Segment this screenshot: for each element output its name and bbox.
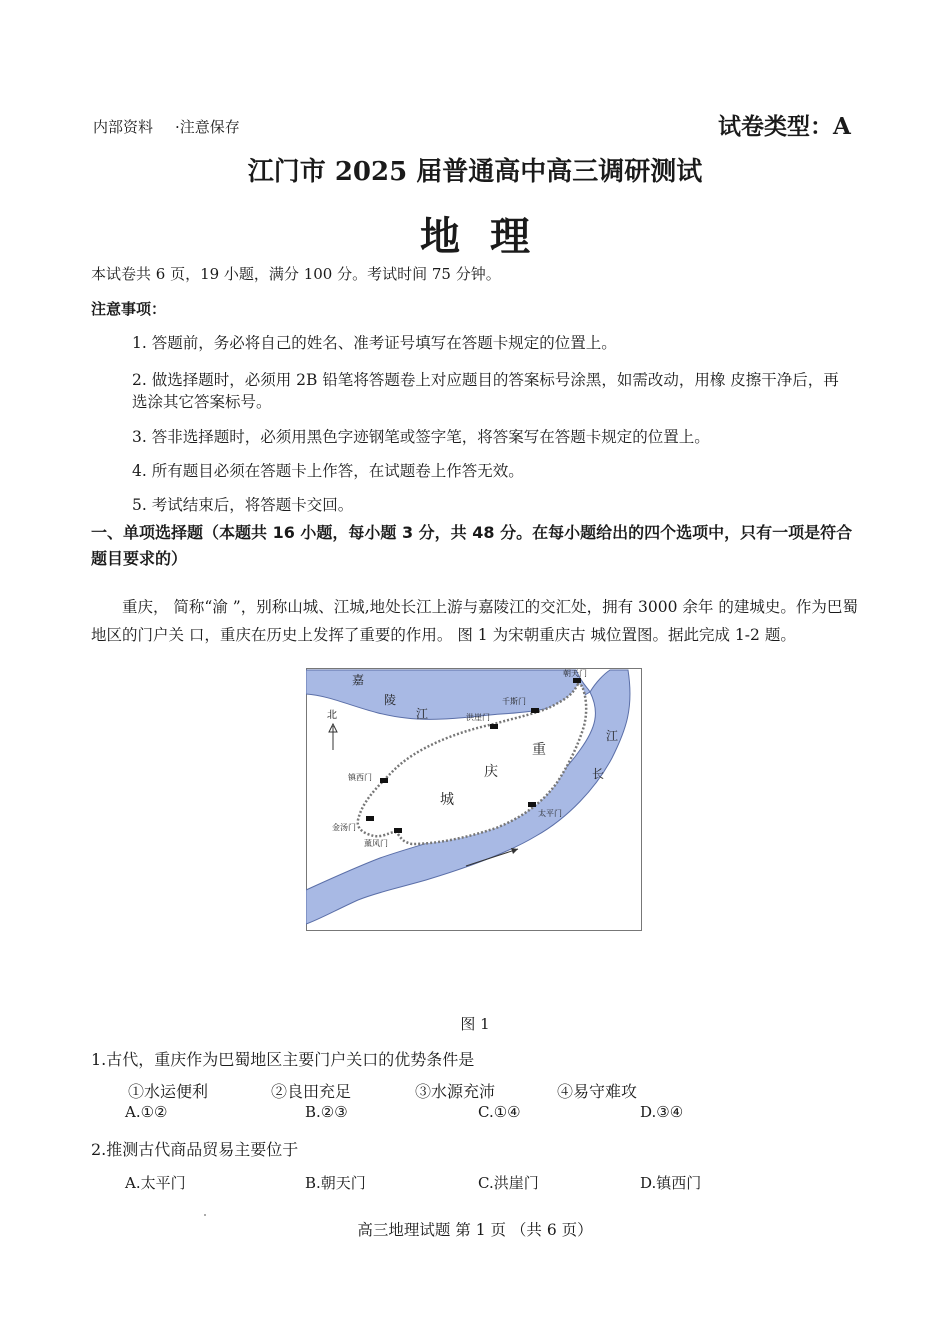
passage: 重庆， 简称“渝 ”，别称山城、江城,地处长江上游与嘉陵江的交汇处，拥有 3000 余年 的建城史。作为巴蜀地区的门户关 口，重庆在历史上发挥了重要的作用。 图 1 为宋朝重庆古 城位置图。据此完成 1-2 题。 <box>91 598 858 644</box>
notice-item: 1. 答题前，务必将自己的姓名、准考证号填写在答题卡规定的位置上。 <box>132 334 617 352</box>
city-label-1: 重 <box>532 742 546 758</box>
gate-label-zhenxi: 镇西门 <box>348 773 372 782</box>
q1-statement: ③水源充沛 <box>415 1082 496 1101</box>
gate-marker-jintang <box>366 816 374 821</box>
q1-statement: ②良田充足 <box>271 1082 352 1101</box>
header-left <box>93 116 262 137</box>
chongqing-map <box>306 668 642 931</box>
subject-title: 地理 <box>420 213 560 260</box>
q2-option-c: C.洪崖门 <box>478 1174 539 1192</box>
yangtze-label-2: 长 <box>592 767 605 781</box>
paper-type: 试卷类型：A <box>718 113 851 140</box>
scan-speck <box>204 1214 206 1216</box>
gate-marker-xunfeng <box>394 828 402 833</box>
jialing-label-3: 江 <box>416 707 429 721</box>
notice-item: 5. 考试结束后，将答题卡交回。 <box>132 496 354 514</box>
city-label-3: 城 <box>440 792 454 808</box>
notice-heading: 注意事项： <box>91 300 167 318</box>
gate-label-taiping: 太平门 <box>538 809 562 818</box>
exam-title: 江门市 2025 届普通高中高三调研测试 <box>247 157 703 187</box>
gate-marker-qiansi <box>531 708 539 713</box>
q1-stem: 1.古代，重庆作为巴蜀地区主要门户关口的优势条件是 <box>91 1050 475 1069</box>
city-label-2: 庆 <box>484 764 498 780</box>
q2-option-d: D.镇西门 <box>640 1174 702 1192</box>
gate-label-chaotian: 朝天门 <box>563 669 587 678</box>
page-footer: 高三地理试题 第 1 页 （共 6 页） <box>357 1221 593 1239</box>
notice-item: 2. 做选择题时，必须用 2B 铅笔将答题卷上对应题目的答案标号涂黑，如需改动，用橡 皮擦干净后，再选涂其它答案标号。 <box>132 371 839 411</box>
gate-marker-zhenxi <box>380 778 388 783</box>
jialing-label-1: 嘉 <box>352 673 365 687</box>
q1-statement: ①水运便利 <box>128 1082 209 1101</box>
q2-stem: 2.推测古代商品贸易主要位于 <box>91 1140 299 1159</box>
jialing-label-2: 陵 <box>384 693 397 707</box>
q2-option-b: B.朝天门 <box>305 1174 366 1192</box>
gate-label-hongya: 洪崖门 <box>466 713 490 722</box>
q1-option-a: A.①② <box>125 1103 168 1121</box>
north-label: 北 <box>327 710 337 721</box>
gate-label-qiansi: 千斯门 <box>502 697 526 706</box>
exam-intro: 本试卷共 6 页，19 小题，满分 100 分。考试时间 75 分钟。 <box>91 265 501 283</box>
q2-option-a: A.太平门 <box>125 1174 186 1192</box>
yangtze-label-1: 江 <box>606 729 619 743</box>
gate-marker-chaotian <box>573 678 581 683</box>
figure-caption: 图 1 <box>460 1015 490 1033</box>
gate-marker-taiping <box>528 802 536 807</box>
notice-item: 4. 所有题目必须在答题卡上作答，在试题卷上作答无效。 <box>132 462 524 480</box>
q1-option-c: C.①④ <box>478 1103 521 1121</box>
notice-item: 3. 答非选择题时，必须用黑色字迹钢笔或签字笔，将答案写在答题卡规定的位置上。 <box>132 428 710 446</box>
internal-label: 内部资料 <box>93 118 154 136</box>
q1-option-b: B.②③ <box>305 1103 348 1121</box>
q1-statement: ④易守难攻 <box>557 1082 638 1101</box>
q1-option-d: D.③④ <box>640 1103 684 1121</box>
gate-marker-hongya <box>490 724 498 729</box>
gate-label-xunfeng: 薰风门 <box>364 839 388 848</box>
section-heading: 一、单项选择题（本题共 16 小题，每小题 3 分，共 48 分。在每小题给出的四个选项中，只有一项是符合题目要求的） <box>91 523 853 568</box>
gate-label-jintang: 金汤门 <box>332 823 356 832</box>
keep-label: ·注意保存 <box>175 118 240 136</box>
